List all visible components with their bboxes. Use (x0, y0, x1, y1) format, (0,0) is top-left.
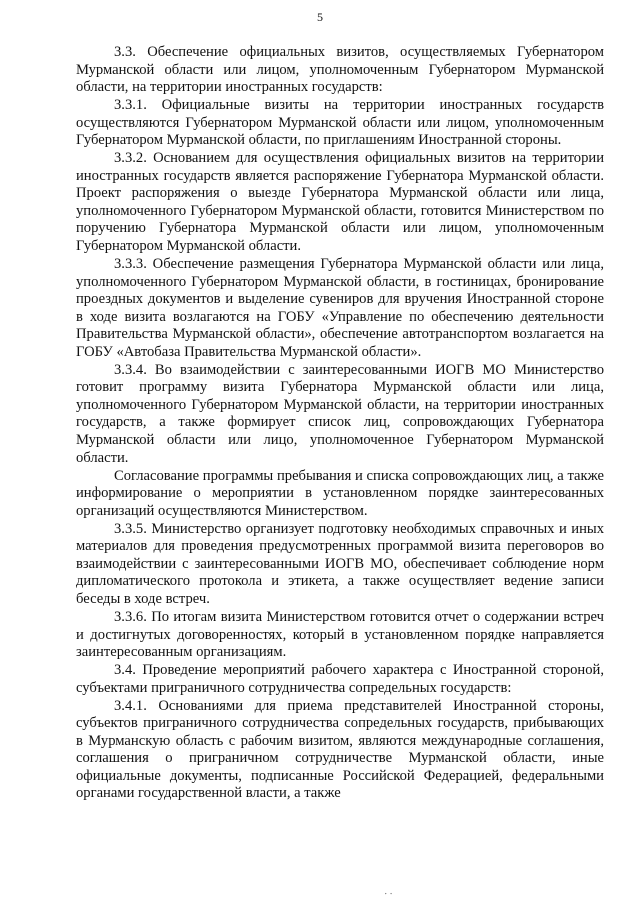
paragraph-3-3-6: 3.3.6. По итогам визита Министерством готовится отчет о содержании встреч и достигнутых договоренностях, который в установленном порядке направляется заинтересованным организациям. (76, 609, 604, 661)
paragraph-3-3-4: 3.3.4. Во взаимодействии с заинтересованными ИОГВ МО Министерство готовит программу визита Губернатора Мурманской области или лица, уполномоченного Губернатором Мурманской области, на территории иностранных государств, а также формирует список лиц, сопровождающих Губернатора Мурманской области или лицо, уполномоченное Губернатором Мурманской области. (76, 361, 604, 466)
paragraph-approval: Согласование программы пребывания и списка сопровождающих лиц, а также информирование о мероприятии в установленном порядке заинтересованных организаций осуществляются Министерством. (76, 467, 604, 519)
paragraph-3-3-5: 3.3.5. Министерство организует подготовку необходимых справочных и иных материалов для проведения предусмотренных программой визита переговоров во взаимодействии с заинтересованными ИОГВ МО, обеспечивает соблюдение норм дипломатического протокола и этикета, а также осуществляет ведение записи беседы в ходе встреч. (76, 520, 604, 607)
paragraph-3-4-1: 3.4.1. Основаниями для приема представителей Иностранной стороны, субъектов приграничного сотрудничества сопредельных государств, прибывающих в Мурманскую область с рабочим визитом, являются международные соглашения, соглашения о приграничном сотрудничестве Мурманской области, иные официальные документы, подписанные Российской Федерацией, федеральными органами государственной власти, а также (76, 697, 604, 802)
page-number: 5 (317, 10, 323, 24)
paragraph-3-4: 3.4. Проведение мероприятий рабочего характера с Иностранной стороной, субъектами приграничного сотрудничества сопредельных государств: (76, 662, 604, 696)
paragraph-3-3-2: 3.3.2. Основанием для осуществления официальных визитов на территории иностранных государств является распоряжение Губернатора Мурманской области. Проект распоряжения о выезде Губернатора Мурманской области или лица, уполномоченного Губернатором Мурманской области, готовится Министерством по поручению Губернатора Мурманской области или лицом, уполномоченным Губернатором Мурманской области. (76, 150, 604, 255)
paragraph-3-3-3: 3.3.3. Обеспечение размещения Губернатора Мурманской области или лица, уполномоченного Губернатором Мурманской области, в гостиницах, бронирование проездных документов и выделение сувениров для вручения Иностранной стороне в ходе визита возлагаются на ГОБУ «Управление по обеспечению деятельности Правительства Мурманской области», обеспечение автотранспортом возлагается на ГОБУ «Автобаза Правительства Мурманской области». (76, 256, 604, 360)
paragraph-3-3: 3.3. Обеспечение официальных визитов, осуществляемых Губернатором Мурманской области или лицом, уполномоченным Губернатором Мурманской области, на территории иностранных государств: (76, 44, 604, 96)
paragraph-3-3-1: 3.3.1. Официальные визиты на территории иностранных государств осуществляются Губернатором Мурманской области или лицом, уполномоченным Губернатором Мурманской области, по приглашениям Иностранной стороны. (76, 97, 604, 149)
scan-artifact: ⋅⋅ (384, 889, 395, 900)
document-body (76, 44, 604, 803)
